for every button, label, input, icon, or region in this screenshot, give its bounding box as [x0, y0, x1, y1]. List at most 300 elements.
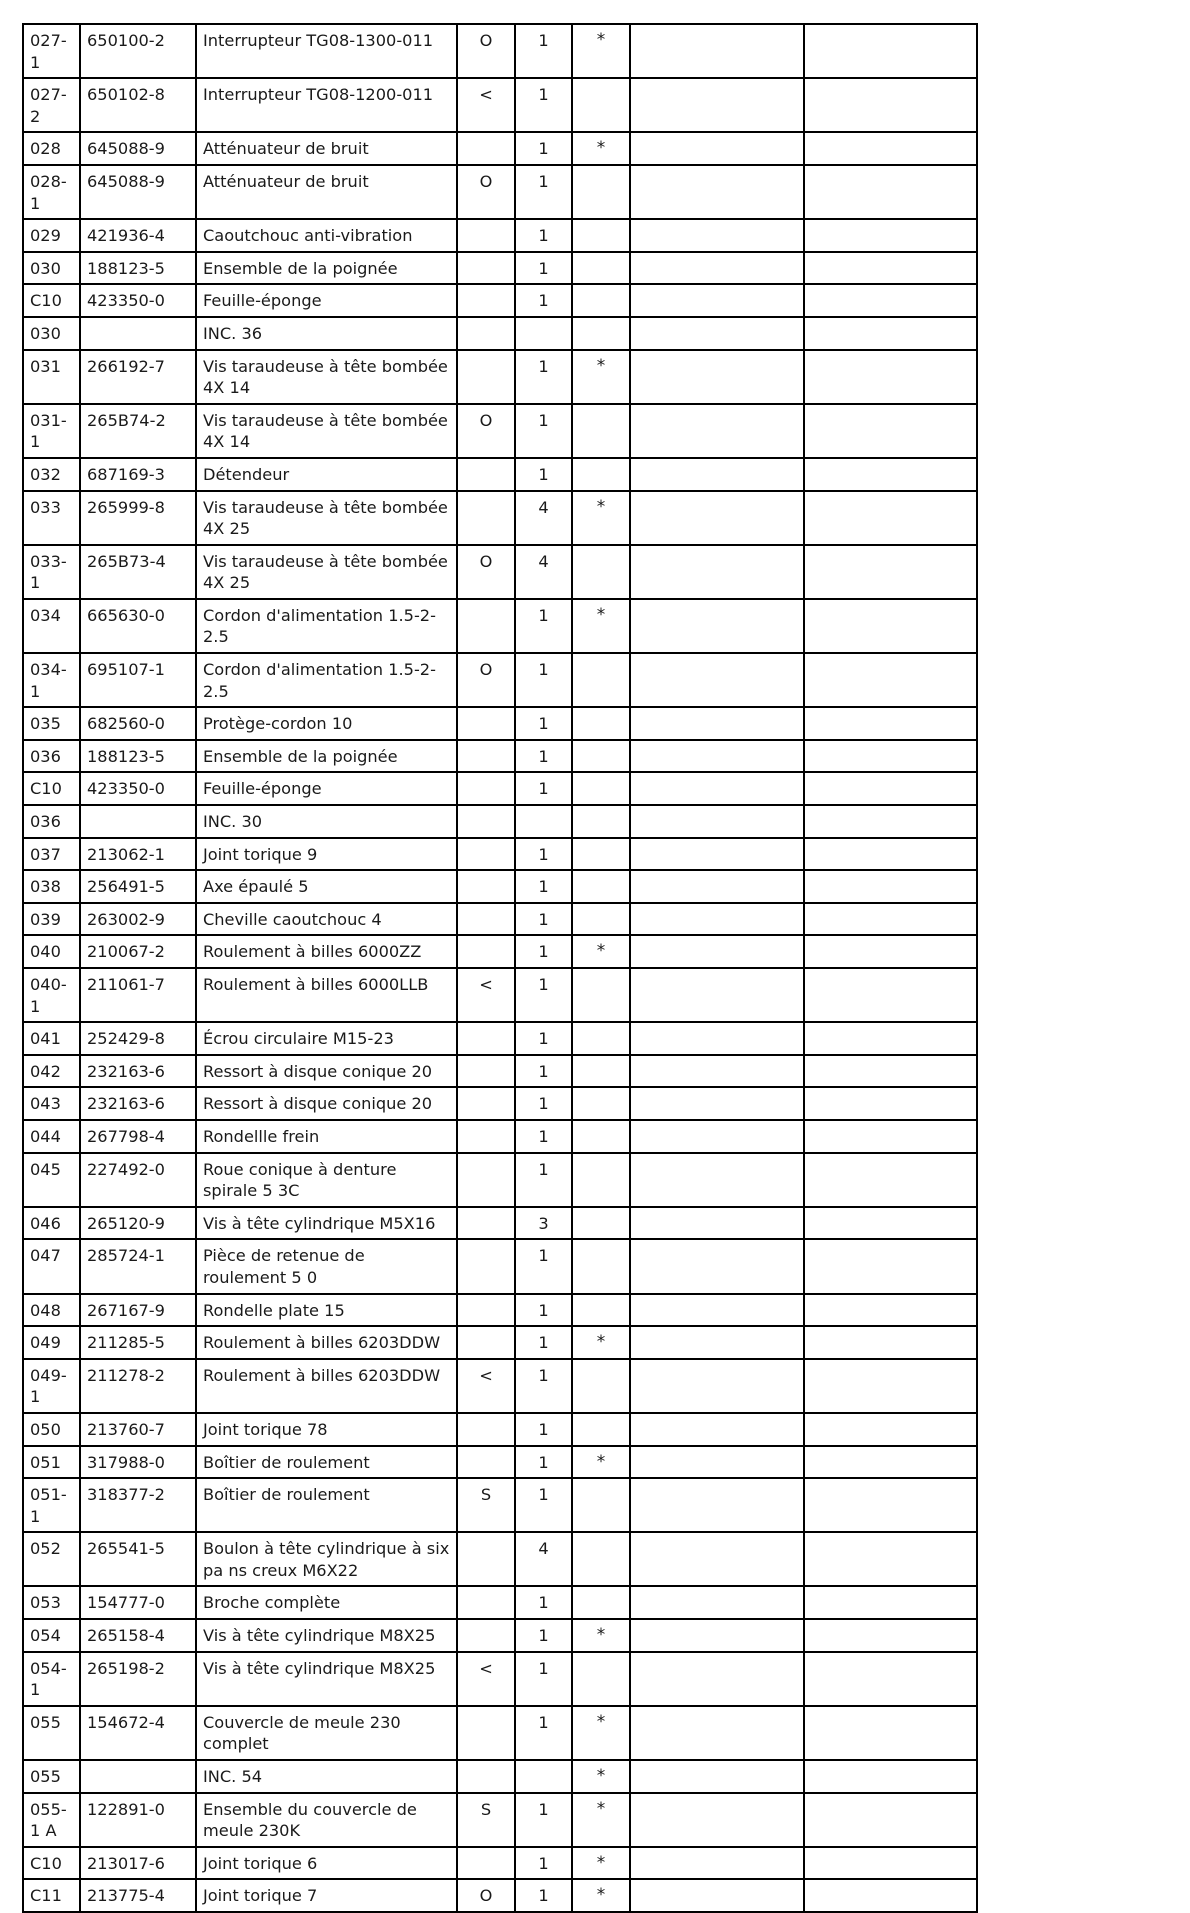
part-number-cell	[80, 1760, 196, 1793]
part-number-cell: 650102-8	[80, 78, 196, 132]
blank-cell	[630, 78, 804, 132]
quantity-cell: 1	[515, 1120, 572, 1153]
note-mark-cell	[572, 1120, 630, 1153]
table-row	[23, 1478, 977, 1532]
table-row	[23, 870, 977, 903]
blank-cell	[804, 1022, 977, 1055]
quantity-cell: 1	[515, 870, 572, 903]
blank-cell	[630, 1087, 804, 1120]
description-cell: Roulement à billes 6000ZZ	[196, 935, 457, 968]
part-number-cell: 213062-1	[80, 838, 196, 871]
part-number-cell: 213760-7	[80, 1413, 196, 1446]
description-cell: Ressort à disque conique 20	[196, 1055, 457, 1088]
note-mark-cell: *	[572, 1847, 630, 1880]
description-cell: Vis à tête cylindrique M8X25	[196, 1652, 457, 1706]
blank-cell	[630, 1793, 804, 1847]
description-cell: Vis à tête cylindrique M5X16	[196, 1207, 457, 1240]
blank-cell	[804, 545, 977, 599]
blank-cell	[630, 1446, 804, 1479]
blank-cell	[630, 1359, 804, 1413]
description-cell: Interrupteur TG08-1300-011	[196, 24, 457, 78]
quantity-cell: 1	[515, 935, 572, 968]
table-row	[23, 1760, 977, 1793]
table-row	[23, 252, 977, 285]
note-mark-cell	[572, 219, 630, 252]
change-code-cell: O	[457, 653, 515, 707]
table-row	[23, 317, 977, 350]
change-code-cell: <	[457, 1652, 515, 1706]
note-mark-cell	[572, 707, 630, 740]
item-number-cell: 033	[23, 491, 80, 545]
blank-cell	[630, 404, 804, 458]
description-cell: Cordon d'alimentation 1.5-2-2.5	[196, 653, 457, 707]
item-number-cell: 049-1	[23, 1359, 80, 1413]
part-number-cell: 232163-6	[80, 1055, 196, 1088]
part-number-cell: 265158-4	[80, 1619, 196, 1652]
blank-cell	[804, 903, 977, 936]
description-cell: Atténuateur de bruit	[196, 165, 457, 219]
quantity-cell: 4	[515, 545, 572, 599]
item-number-cell: 038	[23, 870, 80, 903]
quantity-cell: 4	[515, 491, 572, 545]
table-row	[23, 1586, 977, 1619]
table-row	[23, 458, 977, 491]
blank-cell	[630, 1239, 804, 1293]
change-code-cell	[457, 838, 515, 871]
part-number-cell: 265B73-4	[80, 545, 196, 599]
item-number-cell: 048	[23, 1294, 80, 1327]
note-mark-cell: *	[572, 24, 630, 78]
description-cell: INC. 54	[196, 1760, 457, 1793]
table-row	[23, 1120, 977, 1153]
change-code-cell	[457, 903, 515, 936]
change-code-cell: O	[457, 545, 515, 599]
quantity-cell: 1	[515, 1847, 572, 1880]
change-code-cell	[457, 1087, 515, 1120]
table-row	[23, 1055, 977, 1088]
table-row	[23, 903, 977, 936]
note-mark-cell	[572, 1478, 630, 1532]
blank-cell	[630, 1478, 804, 1532]
quantity-cell: 1	[515, 1239, 572, 1293]
item-number-cell: C10	[23, 1847, 80, 1880]
blank-cell	[630, 1153, 804, 1207]
table-row	[23, 284, 977, 317]
part-number-cell: 256491-5	[80, 870, 196, 903]
description-cell: Interrupteur TG08-1200-011	[196, 78, 457, 132]
table-row	[23, 968, 977, 1022]
blank-cell	[804, 1532, 977, 1586]
blank-cell	[630, 545, 804, 599]
table-row	[23, 1706, 977, 1760]
blank-cell	[804, 838, 977, 871]
note-mark-cell: *	[572, 599, 630, 653]
note-mark-cell	[572, 78, 630, 132]
description-cell: Feuille-éponge	[196, 772, 457, 805]
description-cell: INC. 30	[196, 805, 457, 838]
table-row	[23, 404, 977, 458]
item-number-cell: 052	[23, 1532, 80, 1586]
description-cell: Vis taraudeuse à tête bombée 4X 25	[196, 491, 457, 545]
blank-cell	[804, 1359, 977, 1413]
quantity-cell: 1	[515, 1022, 572, 1055]
part-number-cell: 645088-9	[80, 165, 196, 219]
blank-cell	[804, 350, 977, 404]
quantity-cell: 1	[515, 1879, 572, 1912]
change-code-cell	[457, 1847, 515, 1880]
change-code-cell	[457, 707, 515, 740]
description-cell: Joint torique 7	[196, 1879, 457, 1912]
note-mark-cell	[572, 838, 630, 871]
blank-cell	[804, 252, 977, 285]
description-cell: Roue conique à denture spirale 5 3C	[196, 1153, 457, 1207]
note-mark-cell: *	[572, 935, 630, 968]
change-code-cell	[457, 1446, 515, 1479]
part-number-cell: 695107-1	[80, 653, 196, 707]
note-mark-cell	[572, 1652, 630, 1706]
quantity-cell: 1	[515, 1055, 572, 1088]
part-number-cell: 263002-9	[80, 903, 196, 936]
quantity-cell: 1	[515, 350, 572, 404]
table-row	[23, 653, 977, 707]
change-code-cell	[457, 1706, 515, 1760]
note-mark-cell: *	[572, 1760, 630, 1793]
change-code-cell	[457, 219, 515, 252]
blank-cell	[630, 1532, 804, 1586]
note-mark-cell	[572, 252, 630, 285]
description-cell: Joint torique 78	[196, 1413, 457, 1446]
blank-cell	[804, 1793, 977, 1847]
note-mark-cell	[572, 870, 630, 903]
quantity-cell	[515, 317, 572, 350]
note-mark-cell	[572, 1294, 630, 1327]
item-number-cell: 053	[23, 1586, 80, 1619]
part-number-cell: 265120-9	[80, 1207, 196, 1240]
blank-cell	[630, 219, 804, 252]
blank-cell	[630, 599, 804, 653]
change-code-cell	[457, 132, 515, 165]
quantity-cell: 1	[515, 1446, 572, 1479]
blank-cell	[804, 458, 977, 491]
quantity-cell: 1	[515, 1087, 572, 1120]
note-mark-cell	[572, 1586, 630, 1619]
blank-cell	[630, 350, 804, 404]
blank-cell	[630, 1326, 804, 1359]
blank-cell	[804, 1446, 977, 1479]
note-mark-cell	[572, 1022, 630, 1055]
part-number-cell: 317988-0	[80, 1446, 196, 1479]
blank-cell	[804, 1294, 977, 1327]
quantity-cell: 1	[515, 219, 572, 252]
part-number-cell: 285724-1	[80, 1239, 196, 1293]
blank-cell	[804, 805, 977, 838]
table-row	[23, 772, 977, 805]
blank-cell	[804, 404, 977, 458]
change-code-cell	[457, 317, 515, 350]
table-row	[23, 1879, 977, 1912]
item-number-cell: C11	[23, 1879, 80, 1912]
blank-cell	[630, 1294, 804, 1327]
item-number-cell: 049	[23, 1326, 80, 1359]
blank-cell	[804, 707, 977, 740]
blank-cell	[630, 1879, 804, 1912]
blank-cell	[804, 317, 977, 350]
note-mark-cell	[572, 1055, 630, 1088]
blank-cell	[804, 132, 977, 165]
blank-cell	[630, 1847, 804, 1880]
part-number-cell: 211278-2	[80, 1359, 196, 1413]
note-mark-cell	[572, 545, 630, 599]
description-cell: Vis à tête cylindrique M8X25	[196, 1619, 457, 1652]
blank-cell	[804, 219, 977, 252]
part-number-cell: 266192-7	[80, 350, 196, 404]
note-mark-cell	[572, 740, 630, 773]
description-cell: Ensemble de la poignée	[196, 252, 457, 285]
quantity-cell: 1	[515, 1413, 572, 1446]
note-mark-cell: *	[572, 1326, 630, 1359]
description-cell: Rondelle plate 15	[196, 1294, 457, 1327]
part-number-cell: 665630-0	[80, 599, 196, 653]
quantity-cell	[515, 1760, 572, 1793]
item-number-cell: 054	[23, 1619, 80, 1652]
description-cell: INC. 36	[196, 317, 457, 350]
item-number-cell: 041	[23, 1022, 80, 1055]
description-cell: Joint torique 9	[196, 838, 457, 871]
description-cell: Feuille-éponge	[196, 284, 457, 317]
item-number-cell: 044	[23, 1120, 80, 1153]
description-cell: Vis taraudeuse à tête bombée 4X 14	[196, 404, 457, 458]
blank-cell	[630, 870, 804, 903]
description-cell: Cordon d'alimentation 1.5-2-2.5	[196, 599, 457, 653]
note-mark-cell	[572, 903, 630, 936]
part-number-cell: 232163-6	[80, 1087, 196, 1120]
description-cell: Détendeur	[196, 458, 457, 491]
part-number-cell: 154777-0	[80, 1586, 196, 1619]
blank-cell	[804, 284, 977, 317]
change-code-cell	[457, 1586, 515, 1619]
quantity-cell: 1	[515, 1793, 572, 1847]
description-cell: Rondellle frein	[196, 1120, 457, 1153]
table-row	[23, 132, 977, 165]
item-number-cell: 043	[23, 1087, 80, 1120]
note-mark-cell	[572, 165, 630, 219]
change-code-cell: <	[457, 78, 515, 132]
item-number-cell: 046	[23, 1207, 80, 1240]
item-number-cell: 045	[23, 1153, 80, 1207]
note-mark-cell	[572, 805, 630, 838]
quantity-cell: 1	[515, 772, 572, 805]
item-number-cell: 055-1 A	[23, 1793, 80, 1847]
blank-cell	[630, 1619, 804, 1652]
change-code-cell	[457, 935, 515, 968]
blank-cell	[804, 1120, 977, 1153]
blank-cell	[630, 132, 804, 165]
item-number-cell: 034-1	[23, 653, 80, 707]
table-row	[23, 599, 977, 653]
quantity-cell: 1	[515, 1294, 572, 1327]
change-code-cell	[457, 1239, 515, 1293]
table-row	[23, 1087, 977, 1120]
quantity-cell: 4	[515, 1532, 572, 1586]
description-cell: Roulement à billes 6203DDW	[196, 1326, 457, 1359]
description-cell: Boîtier de roulement	[196, 1446, 457, 1479]
blank-cell	[804, 24, 977, 78]
blank-cell	[630, 1120, 804, 1153]
table-row	[23, 491, 977, 545]
table-row	[23, 1413, 977, 1446]
quantity-cell: 1	[515, 1706, 572, 1760]
blank-cell	[630, 772, 804, 805]
table-row	[23, 1652, 977, 1706]
table-row	[23, 838, 977, 871]
quantity-cell	[515, 805, 572, 838]
parts-list-table	[22, 23, 978, 1913]
blank-cell	[804, 1153, 977, 1207]
description-cell: Joint torique 6	[196, 1847, 457, 1880]
change-code-cell	[457, 1532, 515, 1586]
item-number-cell: 040-1	[23, 968, 80, 1022]
blank-cell	[804, 1239, 977, 1293]
item-number-cell: 051-1	[23, 1478, 80, 1532]
part-number-cell: 188123-5	[80, 740, 196, 773]
item-number-cell: 051	[23, 1446, 80, 1479]
blank-cell	[630, 458, 804, 491]
blank-cell	[804, 1586, 977, 1619]
item-number-cell: 029	[23, 219, 80, 252]
blank-cell	[804, 599, 977, 653]
note-mark-cell	[572, 1359, 630, 1413]
blank-cell	[630, 1706, 804, 1760]
item-number-cell: 040	[23, 935, 80, 968]
change-code-cell: S	[457, 1478, 515, 1532]
part-number-cell: 210067-2	[80, 935, 196, 968]
table-row	[23, 1326, 977, 1359]
note-mark-cell	[572, 458, 630, 491]
blank-cell	[630, 491, 804, 545]
blank-cell	[630, 653, 804, 707]
change-code-cell: O	[457, 24, 515, 78]
table-row	[23, 24, 977, 78]
blank-cell	[804, 1847, 977, 1880]
change-code-cell	[457, 772, 515, 805]
item-number-cell: 034	[23, 599, 80, 653]
blank-cell	[804, 935, 977, 968]
change-code-cell: <	[457, 968, 515, 1022]
description-cell: Ressort à disque conique 20	[196, 1087, 457, 1120]
blank-cell	[630, 1207, 804, 1240]
blank-cell	[630, 707, 804, 740]
quantity-cell: 1	[515, 1478, 572, 1532]
note-mark-cell: *	[572, 1793, 630, 1847]
table-row	[23, 935, 977, 968]
item-number-cell: 055	[23, 1706, 80, 1760]
quantity-cell: 1	[515, 968, 572, 1022]
blank-cell	[630, 1022, 804, 1055]
quantity-cell: 1	[515, 24, 572, 78]
note-mark-cell	[572, 772, 630, 805]
blank-cell	[630, 1586, 804, 1619]
blank-cell	[804, 968, 977, 1022]
quantity-cell: 1	[515, 599, 572, 653]
change-code-cell	[457, 1326, 515, 1359]
description-cell: Ensemble du couvercle de meule 230K	[196, 1793, 457, 1847]
item-number-cell: 050	[23, 1413, 80, 1446]
part-number-cell: 213775-4	[80, 1879, 196, 1912]
change-code-cell	[457, 252, 515, 285]
part-number-cell: 265B74-2	[80, 404, 196, 458]
note-mark-cell: *	[572, 1619, 630, 1652]
blank-cell	[630, 1760, 804, 1793]
note-mark-cell	[572, 317, 630, 350]
table-row	[23, 350, 977, 404]
change-code-cell	[457, 1619, 515, 1652]
note-mark-cell: *	[572, 1446, 630, 1479]
table-row	[23, 1359, 977, 1413]
part-number-cell: 211061-7	[80, 968, 196, 1022]
blank-cell	[804, 1326, 977, 1359]
description-cell: Ensemble de la poignée	[196, 740, 457, 773]
note-mark-cell: *	[572, 132, 630, 165]
table-row	[23, 1446, 977, 1479]
item-number-cell: C10	[23, 284, 80, 317]
description-cell: Boîtier de roulement	[196, 1478, 457, 1532]
blank-cell	[804, 165, 977, 219]
blank-cell	[630, 24, 804, 78]
part-number-cell: 267798-4	[80, 1120, 196, 1153]
item-number-cell: 028-1	[23, 165, 80, 219]
description-cell: Broche complète	[196, 1586, 457, 1619]
part-number-cell: 650100-2	[80, 24, 196, 78]
quantity-cell: 1	[515, 707, 572, 740]
item-number-cell: 055	[23, 1760, 80, 1793]
note-mark-cell	[572, 1532, 630, 1586]
table-row	[23, 1239, 977, 1293]
note-mark-cell	[572, 284, 630, 317]
blank-cell	[804, 491, 977, 545]
quantity-cell: 1	[515, 78, 572, 132]
blank-cell	[804, 1087, 977, 1120]
change-code-cell: O	[457, 1879, 515, 1912]
item-number-cell: 032	[23, 458, 80, 491]
note-mark-cell	[572, 1153, 630, 1207]
blank-cell	[804, 78, 977, 132]
note-mark-cell	[572, 653, 630, 707]
change-code-cell	[457, 599, 515, 653]
change-code-cell	[457, 1120, 515, 1153]
quantity-cell: 1	[515, 132, 572, 165]
item-number-cell: C10	[23, 772, 80, 805]
note-mark-cell	[572, 1239, 630, 1293]
description-cell: Cheville caoutchouc 4	[196, 903, 457, 936]
part-number-cell: 188123-5	[80, 252, 196, 285]
change-code-cell	[457, 1760, 515, 1793]
table-row	[23, 165, 977, 219]
part-number-cell: 265198-2	[80, 1652, 196, 1706]
change-code-cell	[457, 284, 515, 317]
table-row	[23, 219, 977, 252]
description-cell: Atténuateur de bruit	[196, 132, 457, 165]
change-code-cell: S	[457, 1793, 515, 1847]
blank-cell	[630, 1413, 804, 1446]
quantity-cell: 1	[515, 284, 572, 317]
note-mark-cell: *	[572, 1879, 630, 1912]
note-mark-cell	[572, 968, 630, 1022]
blank-cell	[804, 740, 977, 773]
change-code-cell	[457, 1022, 515, 1055]
blank-cell	[630, 284, 804, 317]
note-mark-cell	[572, 1087, 630, 1120]
quantity-cell: 1	[515, 1586, 572, 1619]
